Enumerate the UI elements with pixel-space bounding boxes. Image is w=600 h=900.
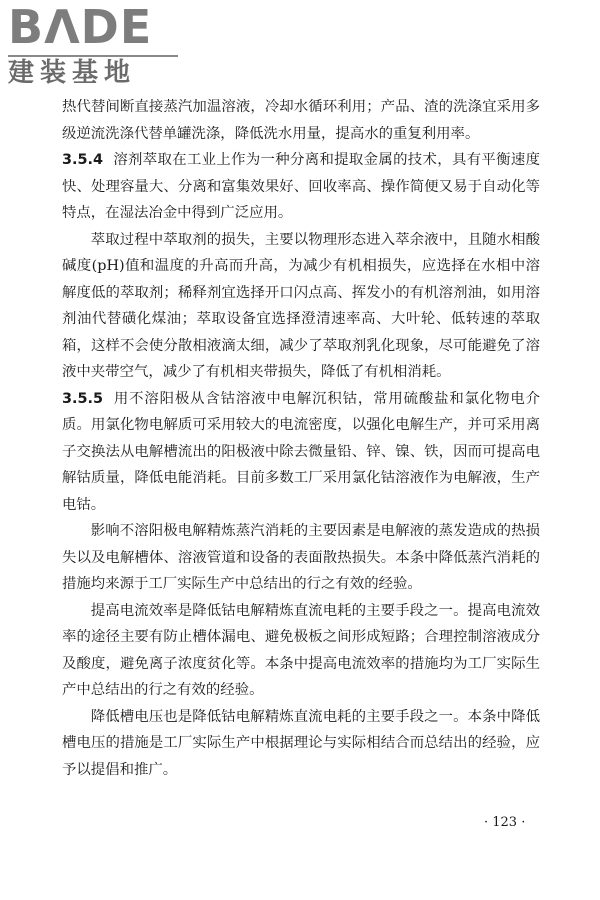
logo-wordmark <box>8 2 178 52</box>
paragraph-clause-3-5-4 <box>62 147 540 227</box>
paragraph-3 <box>62 227 540 386</box>
paragraph-text: 影响不溶阳极电解精炼蒸汽消耗的主要因素是电解液的蒸发造成的热损失以及电解槽体、溶液管道和设备的表面散热损失。本条中降低蒸汽消耗的措施均来源于工厂实际生产中总结出的行之有效的经验。 <box>62 523 540 592</box>
paragraph-7 <box>62 704 540 784</box>
paragraph-text: 溶剂萃取在工业上作为一种分离和提取金属的技术，具有平衡速度快、处理容量大、分离和富集效果好、回收率高、操作简便又易于自动化等特点，在湿法冶金中得到广泛应用。 <box>62 152 540 221</box>
logo-letter: D <box>80 0 120 54</box>
paragraph-1 <box>62 94 540 147</box>
clause-number: 3.5.4 <box>62 152 103 168</box>
logo-letter: Λ <box>44 0 81 54</box>
logo-divider <box>8 55 178 57</box>
logo-letter: E <box>119 0 153 54</box>
paragraph-6 <box>62 598 540 704</box>
page-number: · 123 · <box>484 815 526 830</box>
page-body <box>62 94 540 783</box>
paragraph-text: 提高电流效率是降低钴电解精炼直流电耗的主要手段之一。提高电流效率的途径主要有防止槽体漏电、避免极板之间形成短路；合理控制溶液成分及酸度，避免离子浓度贫化等。本条中提高电流效率的措施均为工厂实际生产中总结出的行之有效的经验。 <box>62 602 540 698</box>
paragraph-text: 降低槽电压也是降低钴电解精炼直流电耗的主要手段之一。本条中降低槽电压的措施是工厂实际生产中根据理论与实际相结合而总结出的经验，应予以提倡和推广。 <box>62 708 540 778</box>
paragraph-text: 热代替间断直接蒸汽加温溶液，冷却水循环利用；产品、渣的洗涤宜采用多级逆流洗涤代替单罐洗涤，降低洗水用量，提高水的重复利用率。 <box>62 99 540 142</box>
paragraph-5 <box>62 518 540 598</box>
clause-number: 3.5.5 <box>62 390 103 407</box>
logo <box>8 2 178 92</box>
paragraph-clause-3-5-5 <box>62 386 540 519</box>
paragraph-text: 萃取过程中萃取剂的损失，主要以物理形态进入萃余液中，且随水相酸碱度(pH)值和温度的升高而升高，为减少有机相损失，应选择在水相中溶解度低的萃取剂；稀释剂宜选择开口闪点高、挥发小的有机溶剂油，如用溶剂油代替磺化煤油；萃取设备宜选择澄清速率高、大叶轮、低转速的萃取箱，这样不会使分散相液滴太细，减少了萃取剂乳化现象，尽可能避免了溶液中夹带空气，减少了有机相夹带损失，降低了有机相消耗。 <box>62 231 540 380</box>
logo-letter: B <box>8 0 45 54</box>
logo-subtitle: 建装基地 <box>8 58 137 88</box>
paragraph-text: 用不溶阳极从含钴溶液中电解沉积钴，常用硫酸盐和氯化物电介质。用氯化物电解质可采用较大的电流密度，以强化电解生产，并可采用离子交换法从电解槽流出的阳极液中除去微量铅、锌、镍、铁，因而可提高电解钴质量，降低电能消耗。目前多数工厂采用氯化钴溶液作为电解液，生产电钴。 <box>62 390 540 513</box>
